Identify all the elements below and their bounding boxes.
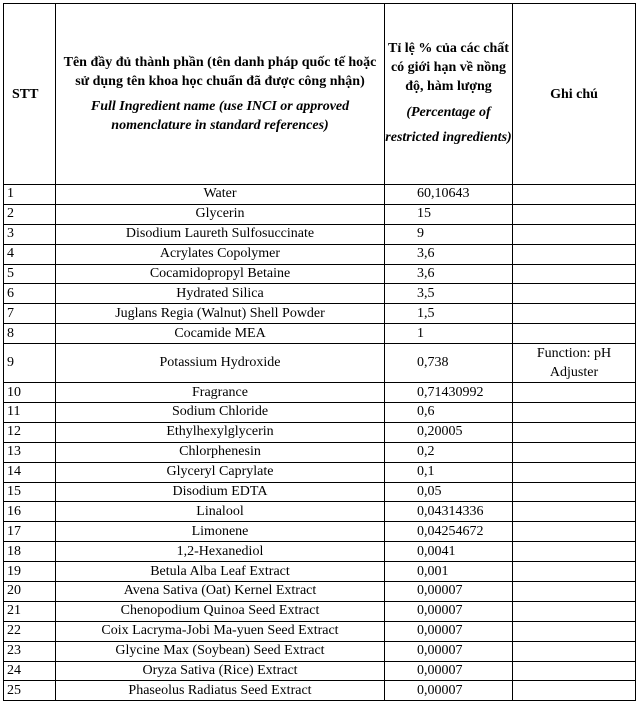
header-percentage bbox=[385, 4, 513, 185]
table-header-row bbox=[4, 4, 636, 185]
row-percentage: 15 bbox=[385, 204, 513, 224]
row-ingredient-name: Avena Sativa (Oat) Kernel Extract bbox=[56, 582, 385, 602]
row-ingredient-name: Juglans Regia (Walnut) Shell Powder bbox=[56, 304, 385, 324]
row-note bbox=[513, 224, 636, 244]
row-ingredient-name: Oryza Sativa (Rice) Extract bbox=[56, 661, 385, 681]
row-stt: 19 bbox=[4, 562, 56, 582]
row-stt: 2 bbox=[4, 204, 56, 224]
row-ingredient-name: Linalool bbox=[56, 502, 385, 522]
row-note bbox=[513, 641, 636, 661]
row-ingredient-name: Ethylhexylglycerin bbox=[56, 422, 385, 442]
row-percentage: 0,1 bbox=[385, 462, 513, 482]
row-percentage: 3,6 bbox=[385, 244, 513, 264]
row-ingredient-name: Glycine Max (Soybean) Seed Extract bbox=[56, 641, 385, 661]
row-note bbox=[513, 284, 636, 304]
row-percentage: 0,00007 bbox=[385, 621, 513, 641]
table-row bbox=[4, 304, 636, 324]
row-percentage: 0,00007 bbox=[385, 601, 513, 621]
row-percentage: 0,738 bbox=[385, 344, 513, 383]
row-percentage: 9 bbox=[385, 224, 513, 244]
table-row bbox=[4, 681, 636, 701]
table-row bbox=[4, 542, 636, 562]
row-ingredient-name: 1,2-Hexanediol bbox=[56, 542, 385, 562]
ingredient-table bbox=[3, 3, 636, 701]
row-percentage: 0,00007 bbox=[385, 661, 513, 681]
row-ingredient-name: Chenopodium Quinoa Seed Extract bbox=[56, 601, 385, 621]
row-percentage: 3,5 bbox=[385, 284, 513, 304]
row-stt: 18 bbox=[4, 542, 56, 562]
row-stt: 25 bbox=[4, 681, 56, 701]
row-stt: 24 bbox=[4, 661, 56, 681]
row-ingredient-name: Glycerin bbox=[56, 204, 385, 224]
row-ingredient-name: Limonene bbox=[56, 522, 385, 542]
row-stt: 13 bbox=[4, 442, 56, 462]
row-note bbox=[513, 185, 636, 205]
row-note bbox=[513, 264, 636, 284]
row-ingredient-name: Cocamidopropyl Betaine bbox=[56, 264, 385, 284]
table-row bbox=[4, 462, 636, 482]
row-percentage: 0,04254672 bbox=[385, 522, 513, 542]
row-note bbox=[513, 304, 636, 324]
row-stt: 15 bbox=[4, 482, 56, 502]
row-stt: 9 bbox=[4, 344, 56, 383]
table-row bbox=[4, 403, 636, 423]
row-note bbox=[513, 601, 636, 621]
row-stt: 22 bbox=[4, 621, 56, 641]
table-row bbox=[4, 383, 636, 403]
row-stt: 23 bbox=[4, 641, 56, 661]
row-note: Function: pH Adjuster bbox=[513, 344, 636, 383]
header-pct-vi: Tỉ lệ % của các chất có giới hạn về nồng độ, hàm lượng bbox=[388, 40, 509, 94]
row-note bbox=[513, 383, 636, 403]
row-stt: 8 bbox=[4, 324, 56, 344]
table-row bbox=[4, 661, 636, 681]
row-percentage: 0,001 bbox=[385, 562, 513, 582]
row-ingredient-name: Water bbox=[56, 185, 385, 205]
row-percentage: 0,00007 bbox=[385, 641, 513, 661]
row-note bbox=[513, 621, 636, 641]
header-note: Ghi chú bbox=[513, 4, 636, 185]
table-row bbox=[4, 502, 636, 522]
row-note bbox=[513, 542, 636, 562]
table-row bbox=[4, 204, 636, 224]
row-ingredient-name: Betula Alba Leaf Extract bbox=[56, 562, 385, 582]
table-row bbox=[4, 264, 636, 284]
row-stt: 10 bbox=[4, 383, 56, 403]
row-note bbox=[513, 562, 636, 582]
row-stt: 14 bbox=[4, 462, 56, 482]
row-ingredient-name: Cocamide MEA bbox=[56, 324, 385, 344]
row-note bbox=[513, 403, 636, 423]
table-row bbox=[4, 344, 636, 383]
table-row bbox=[4, 324, 636, 344]
header-name-en: Full Ingredient name (use INCI or approved nomenclature in standard references) bbox=[90, 99, 350, 133]
table-row bbox=[4, 244, 636, 264]
table-row bbox=[4, 621, 636, 641]
table-row bbox=[4, 284, 636, 304]
header-stt: STT bbox=[4, 4, 56, 185]
row-ingredient-name: Acrylates Copolymer bbox=[56, 244, 385, 264]
table-row bbox=[4, 185, 636, 205]
row-stt: 20 bbox=[4, 582, 56, 602]
row-percentage: 60,10643 bbox=[385, 185, 513, 205]
row-percentage: 0,00007 bbox=[385, 582, 513, 602]
row-percentage: 0,00007 bbox=[385, 681, 513, 701]
row-percentage: 1,5 bbox=[385, 304, 513, 324]
row-ingredient-name: Fragrance bbox=[56, 383, 385, 403]
row-percentage: 1 bbox=[385, 324, 513, 344]
row-percentage: 0,2 bbox=[385, 442, 513, 462]
table-row bbox=[4, 582, 636, 602]
table-row bbox=[4, 482, 636, 502]
row-note bbox=[513, 661, 636, 681]
row-ingredient-name: Sodium Chloride bbox=[56, 403, 385, 423]
row-stt: 17 bbox=[4, 522, 56, 542]
table-row bbox=[4, 422, 636, 442]
row-ingredient-name: Glyceryl Caprylate bbox=[56, 462, 385, 482]
row-stt: 1 bbox=[4, 185, 56, 205]
row-percentage: 0,05 bbox=[385, 482, 513, 502]
row-stt: 4 bbox=[4, 244, 56, 264]
row-note bbox=[513, 582, 636, 602]
table-row bbox=[4, 641, 636, 661]
row-percentage: 0,20005 bbox=[385, 422, 513, 442]
row-note bbox=[513, 204, 636, 224]
row-note bbox=[513, 482, 636, 502]
row-note bbox=[513, 324, 636, 344]
row-note bbox=[513, 681, 636, 701]
row-ingredient-name: Disodium EDTA bbox=[56, 482, 385, 502]
row-ingredient-name: Disodium Laureth Sulfosuccinate bbox=[56, 224, 385, 244]
row-ingredient-name: Phaseolus Radiatus Seed Extract bbox=[56, 681, 385, 701]
row-ingredient-name: Hydrated Silica bbox=[56, 284, 385, 304]
row-percentage: 3,6 bbox=[385, 264, 513, 284]
row-ingredient-name: Chlorphenesin bbox=[56, 442, 385, 462]
table-row bbox=[4, 442, 636, 462]
row-stt: 3 bbox=[4, 224, 56, 244]
table-row bbox=[4, 224, 636, 244]
table-row bbox=[4, 601, 636, 621]
row-note bbox=[513, 502, 636, 522]
header-name-vi: Tên đầy đủ thành phần (tên danh pháp quốc tế hoặc sử dụng tên khoa học chuẩn đã được công nhận) bbox=[63, 55, 377, 89]
row-stt: 21 bbox=[4, 601, 56, 621]
row-note bbox=[513, 422, 636, 442]
table-row bbox=[4, 562, 636, 582]
row-stt: 11 bbox=[4, 403, 56, 423]
row-note bbox=[513, 442, 636, 462]
row-percentage: 0,71430992 bbox=[385, 383, 513, 403]
row-stt: 12 bbox=[4, 422, 56, 442]
row-percentage: 0,0041 bbox=[385, 542, 513, 562]
row-note bbox=[513, 522, 636, 542]
table-row bbox=[4, 522, 636, 542]
header-pct-en: (Percentage of restricted ingredients) bbox=[385, 104, 512, 145]
row-stt: 5 bbox=[4, 264, 56, 284]
row-percentage: 0,04314336 bbox=[385, 502, 513, 522]
row-ingredient-name: Coix Lacryma-Jobi Ma-yuen Seed Extract bbox=[56, 621, 385, 641]
row-stt: 7 bbox=[4, 304, 56, 324]
row-percentage: 0,6 bbox=[385, 403, 513, 423]
row-note bbox=[513, 462, 636, 482]
header-ingredient-name bbox=[56, 4, 385, 185]
row-stt: 16 bbox=[4, 502, 56, 522]
row-note bbox=[513, 244, 636, 264]
row-ingredient-name: Potassium Hydroxide bbox=[56, 344, 385, 383]
row-stt: 6 bbox=[4, 284, 56, 304]
